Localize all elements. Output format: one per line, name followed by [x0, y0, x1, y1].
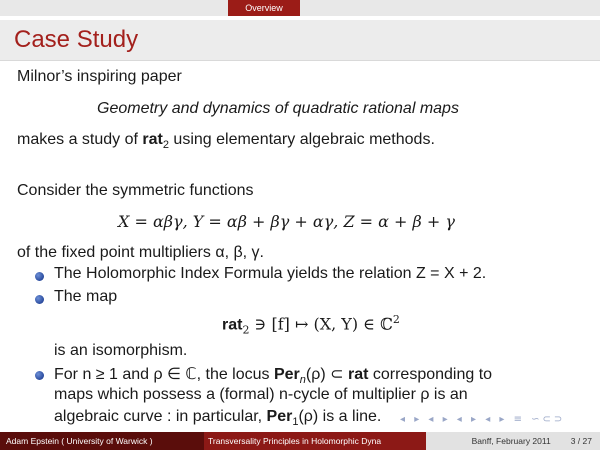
- top-bar-background: [0, 0, 600, 16]
- study-sub: 2: [162, 139, 169, 152]
- locus3-sub: 1: [292, 416, 299, 429]
- map-eq-sup: 2: [392, 313, 400, 326]
- bullet-locus-line-2: maps which possess a (formal) n-cycle of multiplier ρ is an: [54, 386, 468, 403]
- isomorphism-text: is an isomorphism.: [54, 342, 188, 359]
- footer-author: Adam Epstein ( University of Warwick ): [0, 432, 204, 450]
- paper-title: Geometry and dynamics of quadratic rational maps: [97, 100, 459, 117]
- bullet-icon: [35, 371, 44, 380]
- map-eq-rest: ∋ [f] ↦ (X, Y) ∈ ℂ: [249, 314, 393, 334]
- study-sentence: [17, 131, 435, 151]
- map-eq-sub: 2: [242, 323, 250, 337]
- footer-talk-title: Transversality Principles in Holomorphic Dyna: [204, 432, 426, 450]
- bullet-locus-line-3: [54, 408, 381, 428]
- slide-content: [0, 60, 600, 432]
- symmetric-functions-equation: X = αβγ, Y = αβ + βγ + αγ, Z = α + β + γ: [118, 212, 455, 231]
- bullet-icon: [35, 295, 44, 304]
- study-rat: rat: [142, 131, 163, 148]
- slide-title-bar: [0, 20, 600, 61]
- consider-text: Consider the symmetric functions: [17, 182, 254, 199]
- footer-right: [426, 432, 600, 450]
- locus-mid: (ρ) ⊂: [305, 366, 348, 383]
- study-pre: makes a study of: [17, 131, 143, 148]
- bullet-icon: [35, 272, 44, 281]
- bullet-locus-line-1: [54, 364, 492, 386]
- intro-text: Milnor’s inspiring paper: [17, 68, 182, 85]
- bullet-index-formula: The Holomorphic Index Formula yields the relation Z = X + 2.: [54, 265, 487, 282]
- locus-sub: n: [299, 374, 306, 387]
- locus-post: corresponding to: [368, 366, 493, 383]
- locus-per: Per: [273, 366, 300, 383]
- slide-title: Case Study: [14, 26, 139, 53]
- footer-page-number: 3 / 27: [570, 436, 592, 446]
- study-post: using elementary algebraic methods.: [168, 131, 435, 148]
- footer-venue: Banff, February 2011: [471, 436, 551, 446]
- locus3-post: (ρ) is a line.: [298, 408, 382, 425]
- locus3-pre: algebraic curve : in particular,: [54, 408, 267, 425]
- slide-footer: [0, 432, 600, 450]
- section-tab-overview[interactable]: Overview: [228, 0, 300, 16]
- locus3-per: Per: [266, 408, 293, 425]
- map-eq-rat: rat: [222, 316, 243, 334]
- map-equation: [222, 313, 400, 337]
- locus-pre: For n ≥ 1 and ρ ∈ ℂ, the locus: [54, 366, 274, 383]
- locus-rat: rat: [347, 366, 369, 383]
- bullet-map-label: The map: [54, 288, 118, 305]
- multipliers-text: of the fixed point multipliers α, β, γ.: [17, 244, 264, 261]
- top-navigation-bar: [0, 0, 600, 16]
- beamer-navigation-icons[interactable]: ◂ ▸ ◂ ▸ ◂ ▸ ◂ ▸ ≡ ∽⊂⊃: [400, 414, 566, 425]
